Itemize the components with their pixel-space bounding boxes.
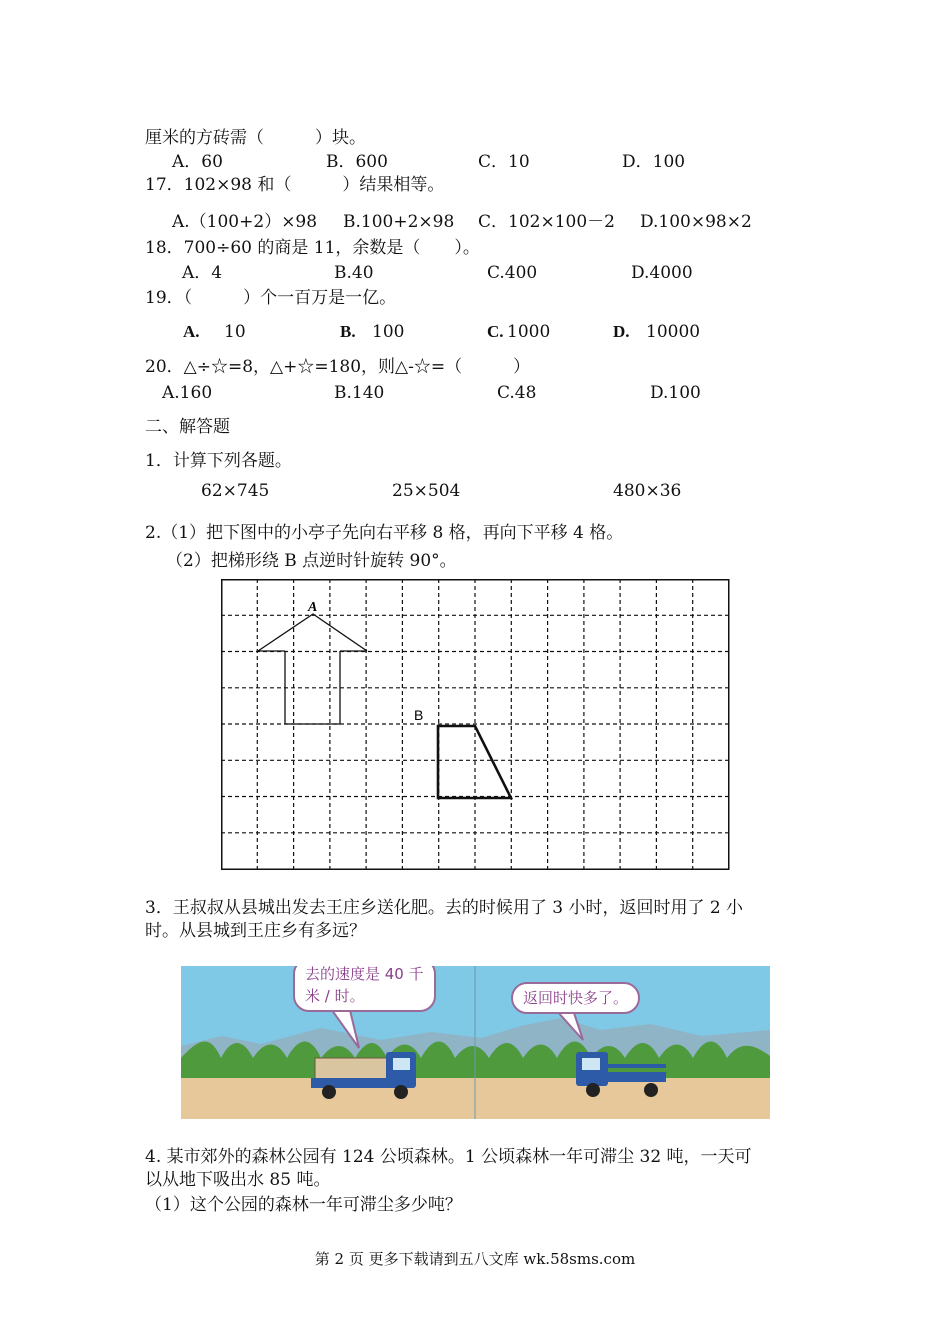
- q18-option-c: C.400: [487, 263, 538, 283]
- q20-option-b: B.140: [334, 383, 385, 403]
- point-a-label: A: [308, 600, 318, 615]
- p1-item-3: 480×36: [613, 481, 682, 501]
- q17-option-c: C．102×100－2: [478, 212, 615, 232]
- p3-line-2: 时。从县城到王庄乡有多远？: [145, 921, 366, 941]
- q19-option-c-value: 1000: [507, 322, 551, 342]
- p2-line-1: 2.（1）把下图中的小亭子先向右平移 8 格，再向下平移 4 格。: [145, 523, 624, 543]
- section-title: 二、解答题: [145, 417, 230, 437]
- q16-option-a: A．60: [172, 152, 223, 172]
- q18-option-a: A．4: [182, 263, 223, 283]
- q16-option-b: B．600: [326, 152, 388, 172]
- q18-option-d: D.4000: [631, 263, 693, 283]
- p1-item-1: 62×745: [201, 481, 270, 501]
- pavilion-roof: [258, 614, 367, 651]
- speech-bubble-2: 返回时快多了。: [511, 982, 640, 1014]
- truck2-window: [582, 1058, 600, 1070]
- p1-stem: 1．计算下列各题。: [145, 451, 292, 471]
- q20-stem: 20．△÷☆=8，△+☆=180，则△-☆=（ ）: [145, 357, 531, 377]
- truck1-wheel-front: [394, 1085, 408, 1099]
- p1-item-2: 25×504: [392, 481, 461, 501]
- p4-line-2: 以从地下吸出水 85 吨。: [145, 1170, 331, 1190]
- q19-option-d-value: 10000: [646, 322, 701, 342]
- scene-illustration: [181, 966, 770, 1119]
- truck2-wheel-front: [586, 1083, 600, 1097]
- q20-option-a: A.160: [162, 383, 213, 403]
- p4-sub-1: （1）这个公园的森林一年可滞尘多少吨？: [145, 1195, 462, 1215]
- q16-option-c: C．10: [478, 152, 530, 172]
- truck-scene: [181, 966, 770, 1119]
- q17-option-d: D.100×98×2: [640, 212, 752, 232]
- q17-option-a: A.（100+2）×98: [172, 212, 318, 232]
- q20-option-c: C.48: [497, 383, 537, 403]
- point-b-label: B: [414, 707, 424, 723]
- q19-option-a-letter: A.: [183, 322, 200, 341]
- q19-option-c-letter: C.: [487, 322, 504, 341]
- p2-line-2: （2）把梯形绕 B 点逆时针旋转 90°。: [166, 551, 457, 571]
- q18-stem: 18．700÷60 的商是 11，余数是（ ）。: [145, 238, 480, 258]
- p4-line-1: 4. 某市郊外的森林公园有 124 公顷森林。1 公顷森林一年可滞尘 32 吨，一天可: [145, 1147, 752, 1167]
- q17-option-b: B.100+2×98: [343, 212, 455, 232]
- p3-line-1: 3．王叔叔从县城出发去王庄乡送化肥。去的时候用了 3 小时，返回时用了 2 小: [145, 898, 744, 918]
- q16-option-d: D．100: [622, 152, 686, 172]
- q17-stem: 17．102×98 和（ ）结果相等。: [145, 175, 445, 195]
- truck1-window: [393, 1058, 410, 1070]
- truck2-wheel-rear: [644, 1083, 658, 1097]
- truck1-bed: [311, 1078, 391, 1088]
- q19-option-a-value: 10: [224, 322, 246, 342]
- q19-option-b-value: 100: [372, 322, 405, 342]
- q19-option-d-letter: D.: [613, 322, 630, 341]
- grid-figure: [221, 579, 731, 871]
- q20-option-d: D.100: [650, 383, 701, 403]
- q16-continuation: 厘米的方砖需（ ）块。: [145, 128, 366, 148]
- q19-option-b-letter: B.: [340, 322, 356, 341]
- q18-option-b: B.40: [334, 263, 374, 283]
- q19-stem: 19．（ ）个一百万是一亿。: [145, 288, 397, 308]
- speech-bubble-1: 去的速度是 40 千 米 / 时。: [293, 966, 436, 1012]
- truck1-wheel-rear: [322, 1085, 336, 1099]
- page-footer: 第 2 页 更多下载请到五八文库 wk.58sms.com: [314, 1250, 636, 1268]
